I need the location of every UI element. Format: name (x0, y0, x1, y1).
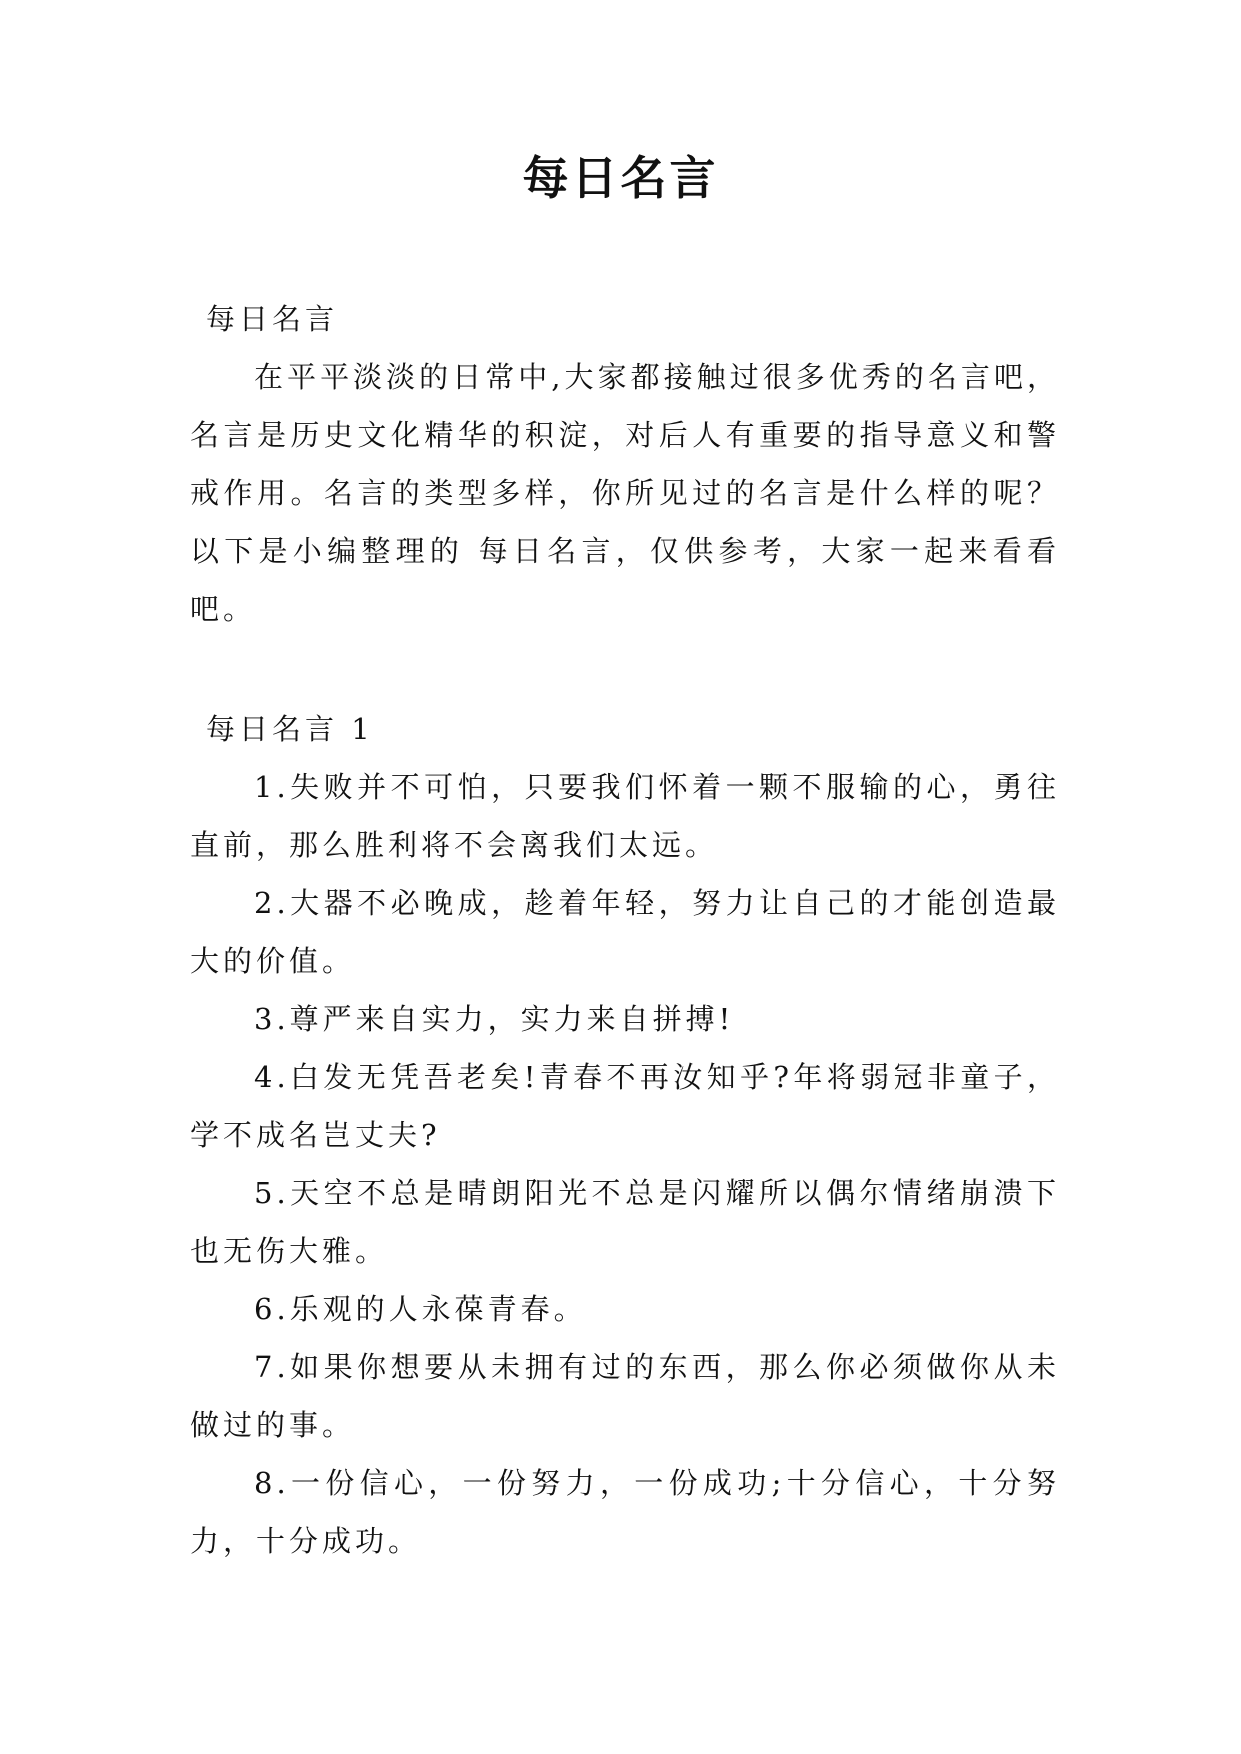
intro-paragraph: 在平平淡淡的日常中,大家都接触过很多优秀的名言吧，名言是历史文化精华的积淀，对后人有重要的指导意义和警戒作用。名言的类型多样，你所见过的名言是什么样的呢？以下是小编整理的 每日名言，仅供参考，大家一起来看看吧。 (190, 360, 1060, 626)
quote-item: 3.尊严来自实力，实力来自拼搏! (254, 1002, 735, 1036)
document-body (190, 290, 1060, 1570)
quote-item: 4.白发无凭吾老矣!青春不再汝知乎?年将弱冠非童子，学不成名岂丈夫? (190, 1060, 1060, 1152)
section-spacer (190, 638, 1060, 700)
quote-item: 8.一份信心，一份努力，一份成功;十分信心，十分努力，十分成功。 (190, 1466, 1060, 1558)
quote-item: 2.大器不必晚成，趁着年轻，努力让自己的才能创造最大的价值。 (190, 886, 1060, 978)
document-title: 每日名言 (522, 151, 719, 205)
quote-item: 1.失败并不可怕，只要我们怀着一颗不服输的心，勇往直前，那么胜利将不会离我们太远。 (190, 770, 1060, 862)
intro-heading: 每日名言 (206, 302, 339, 336)
quote-item: 5.天空不总是晴朗阳光不总是闪耀所以偶尔情绪崩溃下也无伤大雅。 (190, 1176, 1060, 1268)
quote-item: 6.乐观的人永葆青春。 (254, 1292, 587, 1326)
quote-item: 7.如果你想要从未拥有过的东西，那么你必须做你从未做过的事。 (190, 1350, 1060, 1442)
section-heading: 每日名言 1 (206, 712, 374, 746)
